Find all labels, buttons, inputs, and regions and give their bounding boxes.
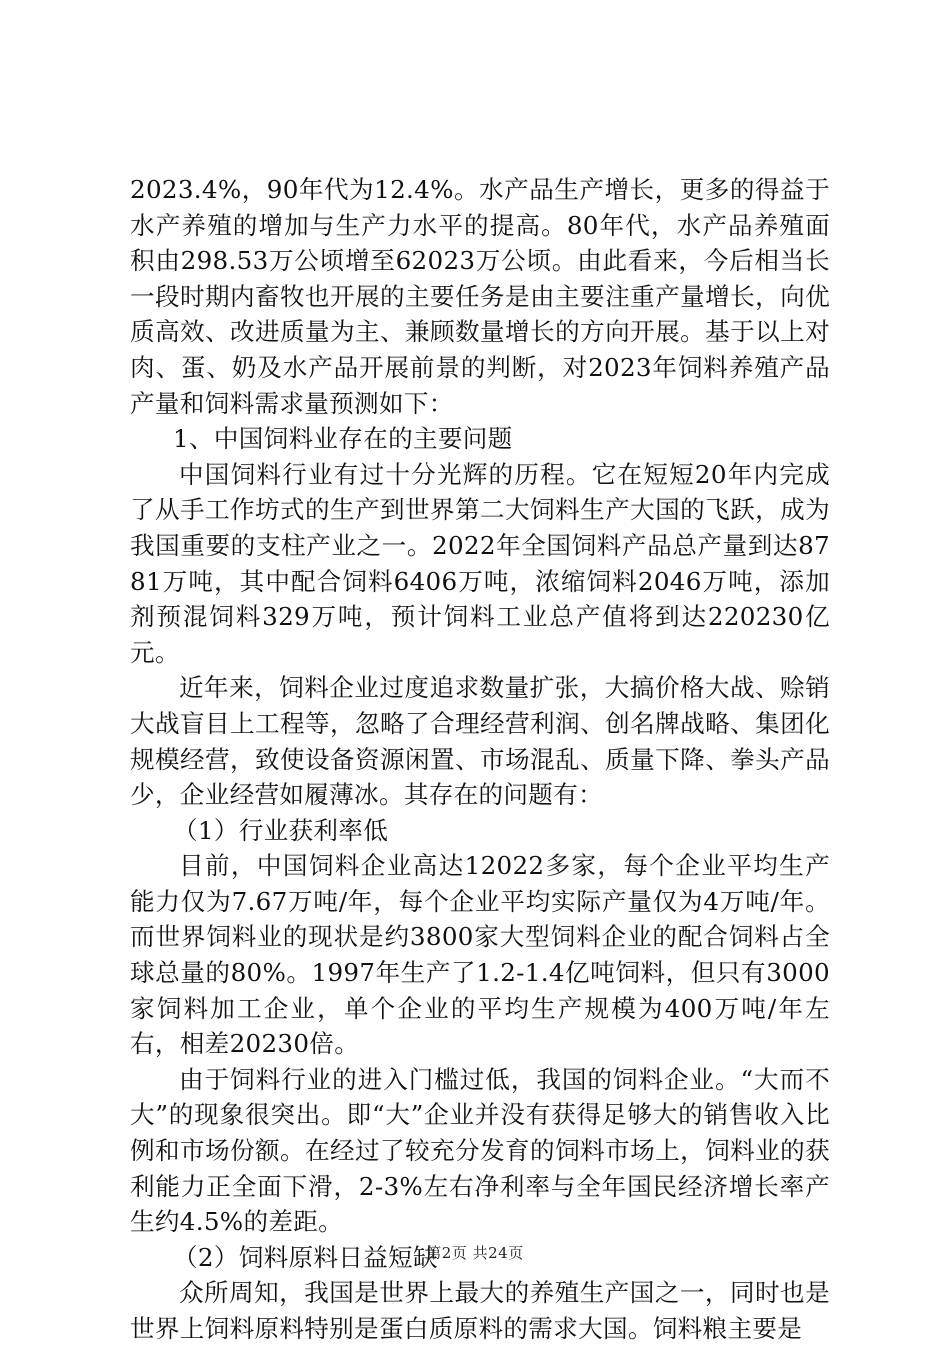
paragraph-continuation: 2023.4%，90年代为12.4%。水产品生产增长，更多的得益于水产养殖的增加与生产力水平的提高。80年代，水产品养殖面积由298.53万公顷增至62023万公顷。由此看来，今后相当长一段时期内畜牧也开展的主要任务是由主要注重产量增长，向优质高效、改进质量为主、兼顾数量增长的方向开展。基于以上对肉、蛋、奶及水产品开展前景的判断，对2023年饲料养殖产品产量和饲料需求量预测如下： xyxy=(130,175,830,418)
paragraph-enterprise-scale: 目前，中国饲料企业高达12022多家，每个企业平均生产能力仅为7.67万吨/年，每个企业平均实际产量仅为4万吨/年。而世界饲料业的现状是约3800家大型饲料企业的配合饲料占全球总量的80%。1997年生产了1.2-1.4亿吨饲料，但只有3000家饲料加工企业，单个企业的平均生产规模为400万吨/年左右，相差20230倍。 xyxy=(130,851,830,1059)
paragraph-recent-issues: 近年来，饲料企业过度追求数量扩张，大搞价格大战、赊销大战盲目上工程等，忽略了合理经营利润、创名牌战略、集团化规模经营，致使设备资源闲置、市场混乱、质量下降、拳头产品少，企业经营如履薄冰。其存在的问题有： xyxy=(130,673,830,810)
subheading-low-profitability: （1）行业获利率低 xyxy=(173,815,389,845)
subheading-raw-material-shortage: （2）饲料原料日益短缺 xyxy=(173,1242,438,1272)
paragraph-entry-barrier: 由于饲料行业的进入门槛过低，我国的饲料企业。“大而不大”的现象很突出。即“大”企业并没有获得足够大的销售收入比例和市场份额。在经过了较充分发育的饲料市场上，饲料业的获利能力正全面下滑，2-3%左右净利率与全年国民经济增长率产生约4.5%的差距。 xyxy=(130,1064,830,1237)
page-number-footer: 第2页 共24页 xyxy=(426,1244,524,1262)
paragraph-raw-material: 众所周知，我国是世界上最大的养殖生产国之一，同时也是世界上饲料原料特别是蛋白质原料的需求大国。饲料粮主要是 xyxy=(130,1278,830,1343)
section-heading-main-problems: 1、中国饲料业存在的主要问题 xyxy=(173,424,513,454)
paragraph-industry-history: 中国饲料行业有过十分光辉的历程。它在短短20年内完成了从手工作坊式的生产到世界第二大饲料生产大国的飞跃，成为我国重要的支柱产业之一。2022年全国饲料产品总产量到达8781万吨，其中配合饲料6406万吨，浓缩饲料2046万吨，添加剂预混饲料329万吨，预计饲料工业总产值将到达220230亿元。 xyxy=(130,459,830,667)
document-body xyxy=(130,172,830,1347)
